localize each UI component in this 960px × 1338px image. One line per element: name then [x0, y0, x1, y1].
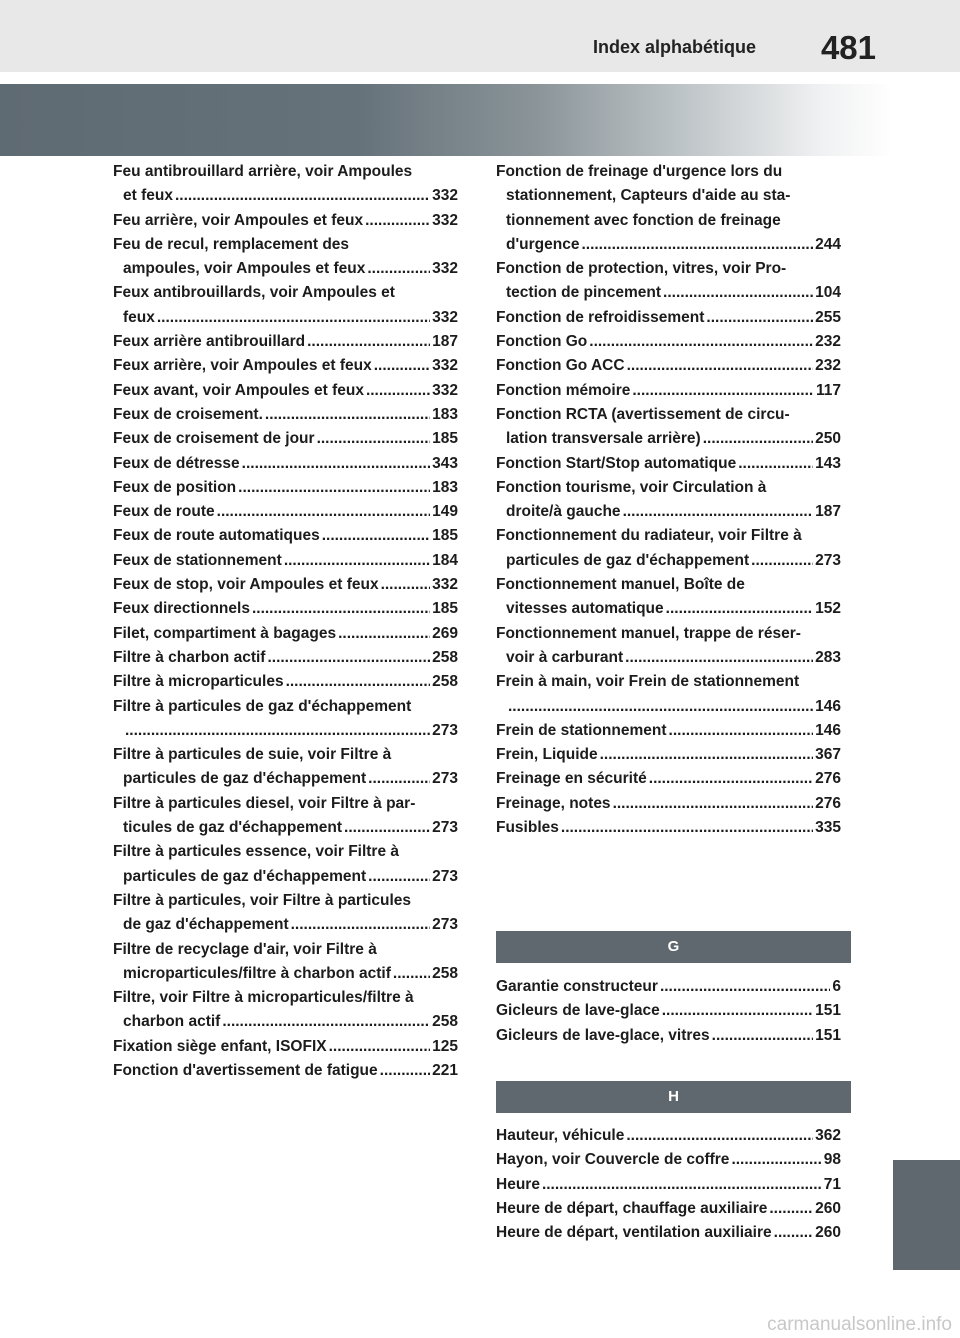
index-entry: [496, 719, 841, 743]
entry-text: Heure: [496, 1175, 540, 1193]
leader-dots: [286, 670, 431, 694]
index-entry: [496, 1124, 841, 1148]
index-entry: [113, 840, 458, 889]
entry-page-number: 71: [823, 1175, 841, 1193]
leader-dots: [368, 865, 430, 889]
leader-dots: [381, 573, 431, 597]
entry-text: Feux directionnels: [113, 600, 250, 618]
leader-dots: [542, 1173, 822, 1197]
entry-page-number: 104: [815, 284, 841, 302]
entry-text: Fonctionnement du radiateur, voir Filtre à: [496, 527, 802, 545]
leader-dots: [317, 427, 431, 451]
entry-text: Fonction mémoire: [496, 381, 631, 399]
index-entry: [113, 986, 458, 1035]
index-entry: [113, 549, 458, 573]
entry-text: particules de gaz d'échappement: [123, 867, 367, 885]
entry-text: Hayon, voir Couvercle de coffre: [496, 1151, 730, 1169]
index-entry: [496, 999, 841, 1023]
index-entry: [113, 792, 458, 841]
entry-page-number: 273: [432, 867, 458, 885]
entry-page-number: 221: [432, 1061, 458, 1079]
leader-dots: [626, 1124, 813, 1148]
entry-text: Fixation siège enfant, ISOFIX: [113, 1037, 327, 1055]
entry-text: Feux de route: [113, 503, 215, 521]
entry-page-number: 146: [815, 721, 841, 739]
entry-page-number: 260: [815, 1224, 841, 1242]
leader-dots: [393, 962, 430, 986]
index-entry: [496, 306, 841, 330]
leader-dots: [222, 1010, 430, 1034]
index-entry: [113, 233, 458, 282]
entry-text: Gicleurs de lave-glace: [496, 1002, 660, 1020]
leader-dots: [613, 792, 814, 816]
entry-text: droite/à gauche: [506, 503, 621, 521]
entry-text: Fusibles: [496, 819, 559, 837]
index-entry: [496, 330, 841, 354]
index-section-h: [496, 1124, 841, 1245]
entry-text: Hauteur, véhicule: [496, 1127, 625, 1144]
leader-dots: [662, 999, 813, 1023]
entry-text: Filtre à particules de suie, voir Filtre à: [113, 746, 392, 764]
entry-text: Freinage, notes: [496, 794, 611, 812]
entry-page-number: 332: [432, 357, 458, 375]
leader-dots: [374, 354, 430, 378]
entry-text: ticules de gaz d'échappement: [123, 819, 343, 837]
index-entry: [113, 209, 458, 233]
index-entry: [496, 767, 841, 791]
entry-page-number: 151: [815, 1002, 841, 1020]
leader-dots: [712, 1024, 813, 1048]
entry-page-number: 332: [432, 576, 458, 594]
leader-dots: [561, 816, 813, 840]
entry-page-number: 258: [432, 673, 458, 691]
entry-page-number: 185: [432, 527, 458, 545]
entry-page-number: 125: [432, 1037, 458, 1055]
entry-page-number: 273: [432, 819, 458, 837]
entry-text: Filtre de recyclage d'air, voir Filtre à: [113, 940, 377, 958]
entry-page-number: 260: [815, 1199, 841, 1217]
entry-page-number: 187: [432, 333, 458, 351]
index-entry: [113, 1059, 458, 1083]
entry-text: Feux de détresse: [113, 454, 240, 472]
page-header-bar: [0, 0, 960, 72]
index-entry: [113, 330, 458, 354]
index-entry: [496, 573, 841, 622]
entry-text: Fonction de refroidissement: [496, 308, 705, 326]
entry-page-number: 367: [815, 746, 841, 764]
index-entry: [113, 476, 458, 500]
entry-text: Filtre à particules de gaz d'échappement: [113, 697, 412, 715]
index-entry: [113, 160, 458, 209]
leader-dots: [751, 549, 813, 573]
entry-page-number: 273: [815, 551, 841, 569]
entry-page-number: 273: [432, 916, 458, 934]
entry-text: microparticules/filtre à charbon actif: [123, 964, 391, 982]
index-entry: [113, 379, 458, 403]
index-entry: [496, 379, 841, 403]
leader-dots: [508, 695, 813, 719]
index-entry: [113, 403, 458, 427]
entry-text: Garantie constructeur: [496, 978, 658, 995]
entry-page-number: 258: [432, 964, 458, 982]
index-column-right-f: [496, 160, 841, 840]
index-entry: [113, 500, 458, 524]
entry-text: Filet, compartiment à bagages: [113, 624, 337, 642]
leader-dots: [217, 500, 430, 524]
entry-page-number: 146: [815, 697, 841, 715]
index-entry: [496, 792, 841, 816]
index-entry: [113, 670, 458, 694]
entry-text: Feux de croisement.: [113, 405, 263, 423]
leader-dots: [581, 233, 813, 257]
entry-text: stationnement, Capteurs d'aide au sta-: [506, 187, 791, 205]
leader-dots: [669, 719, 814, 743]
entry-text: charbon actif: [123, 1013, 221, 1031]
leader-dots: [738, 452, 813, 476]
entry-page-number: 255: [815, 308, 841, 326]
entry-text: Fonction RCTA (avertissement de circu-: [496, 405, 790, 423]
entry-page-number: 276: [815, 794, 841, 812]
entry-page-number: 332: [432, 308, 458, 326]
entry-text: Frein à main, voir Frein de stationnement: [496, 673, 800, 691]
leader-dots: [660, 975, 830, 999]
entry-page-number: 183: [432, 405, 458, 423]
leader-dots: [252, 597, 430, 621]
leader-dots: [344, 816, 430, 840]
index-entry: [113, 427, 458, 451]
section-divider-h: H: [496, 1081, 851, 1113]
entry-text: Feux antibrouillards, voir Ampoules et: [113, 284, 395, 302]
entry-text: Feux avant, voir Ampoules et feux: [113, 381, 364, 399]
entry-text: d'urgence: [506, 235, 580, 253]
entry-page-number: 332: [432, 260, 458, 278]
entry-text: Feu antibrouillard arrière, voir Ampoules: [113, 163, 413, 180]
entry-text: Frein de stationnement: [496, 721, 667, 739]
leader-dots: [625, 646, 813, 670]
section-title: Index alphabétique: [593, 37, 757, 57]
leader-dots: [329, 1035, 431, 1059]
index-entry: [113, 1035, 458, 1059]
index-entry: [496, 1197, 841, 1221]
entry-text: Filtre, voir Filtre à microparticules/filtre à: [113, 989, 414, 1007]
index-entry: [496, 743, 841, 767]
entry-text: Heure de départ, chauffage auxiliaire: [496, 1199, 768, 1217]
index-entry: [496, 1221, 841, 1245]
entry-page-number: 343: [432, 454, 458, 472]
index-entry: [113, 743, 458, 792]
index-section-g: [496, 975, 841, 1048]
entry-text: Fonctionnement manuel, Boîte de: [496, 576, 745, 594]
index-entry: [496, 1024, 841, 1048]
entry-page-number: 283: [815, 648, 841, 666]
entry-page-number: 152: [815, 600, 841, 618]
index-entry: [113, 622, 458, 646]
section-divider-g: G: [496, 931, 851, 963]
leader-dots: [731, 1148, 821, 1172]
leader-dots: [380, 1059, 430, 1083]
entry-text: Gicleurs de lave-glace, vitres: [496, 1026, 710, 1044]
leader-dots: [627, 354, 814, 378]
entry-text: vitesses automatique: [506, 600, 664, 618]
leader-dots: [238, 476, 430, 500]
index-entry: [113, 354, 458, 378]
index-entry: [113, 695, 458, 744]
thumb-index-tab: [893, 1160, 960, 1270]
entry-text: particules de gaz d'échappement: [506, 551, 750, 569]
header-banner: [0, 84, 893, 156]
leader-dots: [706, 306, 813, 330]
entry-text: ampoules, voir Ampoules et feux: [123, 260, 366, 278]
entry-text: Heure de départ, ventilation auxiliaire: [496, 1224, 772, 1242]
index-entry: [113, 938, 458, 987]
entry-text: Filtre à charbon actif: [113, 648, 266, 666]
index-entry: [496, 975, 841, 999]
index-entry: [113, 281, 458, 330]
index-entry: [496, 354, 841, 378]
entry-page-number: 149: [432, 503, 458, 521]
leader-dots: [322, 524, 430, 548]
leader-dots: [600, 743, 814, 767]
entry-page-number: 258: [432, 648, 458, 666]
index-entry: [113, 889, 458, 938]
page-number: 481: [820, 29, 876, 66]
entry-text: tection de pincement: [506, 284, 662, 302]
leader-dots: [366, 379, 430, 403]
entry-page-number: 362: [815, 1127, 841, 1144]
entry-text: Filtre à microparticules: [113, 673, 284, 691]
entry-text: Feux de croisement de jour: [113, 430, 315, 448]
entry-text: Fonction Go ACC: [496, 357, 625, 375]
entry-text: Feux arrière, voir Ampoules et feux: [113, 357, 372, 375]
leader-dots: [175, 184, 430, 208]
entry-text: Filtre à particules essence, voir Filtre à: [113, 843, 400, 861]
entry-page-number: 258: [432, 1013, 458, 1031]
leader-dots: [367, 257, 430, 281]
entry-page-number: 185: [432, 430, 458, 448]
entry-text: Feux de stop, voir Ampoules et feux: [113, 576, 379, 594]
index-entry: [496, 1148, 841, 1172]
entry-text: Fonction Start/Stop automatique: [496, 454, 737, 472]
entry-text: Filtre à particules, voir Filtre à particules: [113, 891, 412, 909]
index-entry: [496, 524, 841, 573]
leader-dots: [338, 622, 430, 646]
entry-page-number: 332: [432, 381, 458, 399]
entry-text: tionnement avec fonction de freinage: [506, 211, 781, 229]
entry-page-number: 244: [815, 235, 841, 253]
leader-dots: [623, 500, 814, 524]
index-entry: [496, 160, 841, 257]
entry-page-number: 232: [815, 357, 841, 375]
leader-dots: [769, 1197, 813, 1221]
entry-page-number: 250: [815, 430, 841, 448]
leader-dots: [157, 306, 430, 330]
entry-text: Feux de stationnement: [113, 551, 282, 569]
leader-dots: [774, 1221, 813, 1245]
leader-dots: [267, 646, 430, 670]
entry-page-number: 273: [432, 770, 458, 788]
leader-dots: [242, 452, 430, 476]
entry-text: Freinage en sécurité: [496, 770, 647, 788]
leader-dots: [291, 913, 431, 937]
entry-text: Feu de recul, remplacement des: [113, 235, 350, 253]
leader-dots: [368, 767, 430, 791]
index-entry: [113, 573, 458, 597]
index-entry: [496, 452, 841, 476]
leader-dots: [666, 597, 813, 621]
index-entry: [496, 670, 841, 719]
entry-text: Fonction de protection, vitres, voir Pro-: [496, 260, 787, 278]
leader-dots: [307, 330, 430, 354]
index-entry: [496, 476, 841, 525]
entry-page-number: 143: [815, 454, 841, 472]
entry-text: particules de gaz d'échappement: [123, 770, 367, 788]
index-entry: [496, 622, 841, 671]
entry-text: et feux: [123, 187, 173, 205]
entry-page-number: 185: [432, 600, 458, 618]
entry-page-number: 6: [832, 978, 841, 995]
entry-text: voir à carburant: [506, 648, 624, 666]
index-entry: [496, 403, 841, 452]
entry-text: de gaz d'échappement: [123, 916, 289, 934]
entry-page-number: 332: [432, 187, 458, 205]
leader-dots: [632, 379, 814, 403]
index-entry: [113, 524, 458, 548]
leader-dots: [649, 767, 813, 791]
leader-dots: [265, 403, 430, 427]
entry-page-number: 151: [815, 1026, 841, 1044]
index-entry: [496, 1173, 841, 1197]
leader-dots: [589, 330, 813, 354]
entry-text: Feux de position: [113, 478, 237, 496]
entry-page-number: 273: [432, 721, 458, 739]
index-entry: [113, 597, 458, 621]
entry-text: lation transversale arrière): [506, 430, 701, 448]
entry-text: feux: [123, 308, 155, 326]
entry-text: Filtre à particules diesel, voir Filtre à par-: [113, 794, 416, 812]
leader-dots: [365, 209, 430, 233]
entry-page-number: 332: [432, 211, 458, 229]
watermark-text: carmanualsonline.info: [767, 1314, 952, 1335]
entry-page-number: 117: [815, 381, 841, 399]
entry-page-number: 183: [432, 478, 458, 496]
entry-page-number: 184: [432, 551, 458, 569]
leader-dots: [125, 719, 430, 743]
index-entry: [113, 646, 458, 670]
entry-text: Feu arrière, voir Ampoules et feux: [113, 211, 364, 229]
entry-page-number: 232: [815, 333, 841, 351]
index-entry: [496, 257, 841, 306]
entry-text: Fonctionnement manuel, trappe de réser-: [496, 624, 801, 642]
entry-page-number: 276: [815, 770, 841, 788]
entry-page-number: 98: [823, 1151, 841, 1169]
entry-text: Frein, Liquide: [496, 746, 598, 764]
entry-text: Fonction d'avertissement de fatigue: [113, 1061, 378, 1079]
entry-text: Fonction Go: [496, 333, 588, 351]
leader-dots: [284, 549, 430, 573]
entry-text: Feux arrière antibrouillard: [113, 333, 306, 351]
entry-text: Fonction tourisme, voir Circulation à: [496, 478, 767, 496]
leader-dots: [703, 427, 813, 451]
index-column-left: [113, 160, 458, 1083]
entry-page-number: 335: [815, 819, 841, 837]
leader-dots: [663, 281, 813, 305]
index-entry: [496, 816, 841, 840]
index-entry: [113, 452, 458, 476]
entry-page-number: 269: [432, 624, 458, 642]
entry-text: Feux de route automatiques: [113, 527, 320, 545]
entry-page-number: 187: [815, 503, 841, 521]
entry-text: Fonction de freinage d'urgence lors du: [496, 163, 783, 180]
